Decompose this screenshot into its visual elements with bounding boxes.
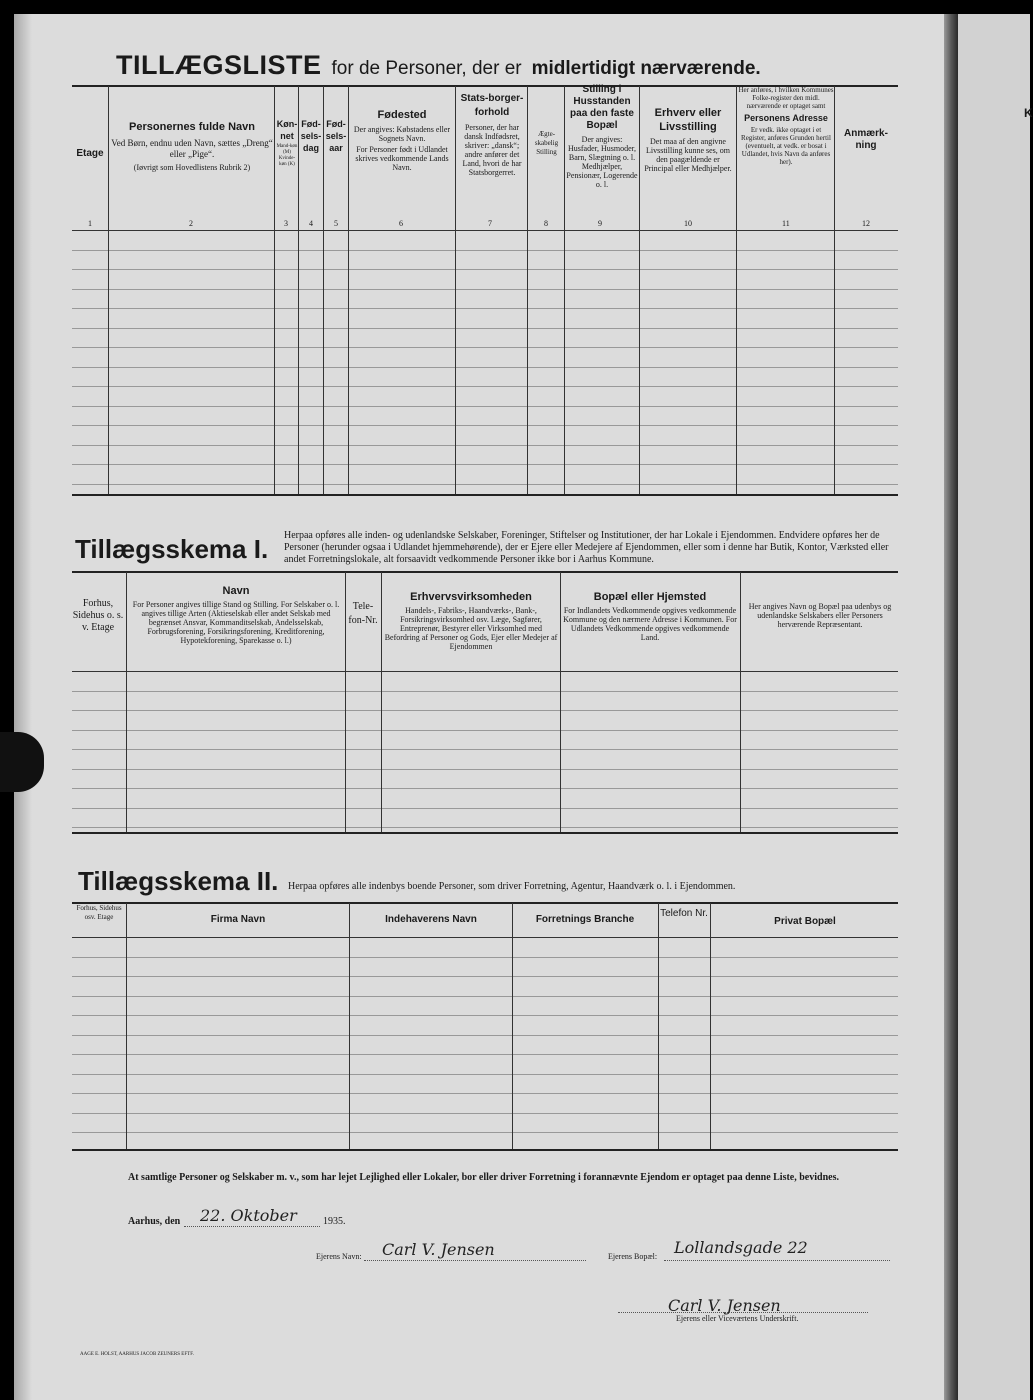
s2-row-line (72, 976, 898, 977)
s1-row-line (72, 769, 898, 770)
t1-row-line (72, 328, 898, 329)
t1-row-line (72, 445, 898, 446)
t1-col-divider (834, 86, 835, 494)
owner-address-handwritten: Lollandsgade 22 (674, 1238, 808, 1257)
schema1-header-bottom (72, 671, 898, 672)
signature-handwritten: Carl V. Jensen (668, 1296, 781, 1315)
owner-address-line (664, 1260, 890, 1261)
page-shadow (14, 14, 32, 1400)
t1-row-line (72, 367, 898, 368)
s2-col-divider (658, 903, 659, 1149)
col-num-9: 9 (598, 219, 602, 228)
s2-col-firm: Firma Navn (210, 914, 266, 925)
t1-row-line (72, 464, 898, 465)
form-page (14, 14, 944, 1400)
s1-col-name: Navn For Personer angives tillige Stand og Stilling. For Selskaber o. l. angives tillige Arten (Aktieselskab eller andet Selskab med begrænset Ansvar, Kommanditselskab, Andelsselskab, Forbrugsforening, Forsikringsforening, Kreditforening, Hypotekforening, Sparekasse o. l.) (132, 585, 340, 645)
s1-col-residence: Bopæl eller Hjemsted For Indlandets Vedkommende opgives vedkommende Kommune og den nærmere Adresse i Kommunen. For Udlandets Vedkommende opgives vedkommende Land. (563, 591, 737, 642)
t1-row-line (72, 250, 898, 251)
t1-col-divider (639, 86, 640, 494)
schema2-top-border (72, 902, 898, 904)
col-num-12: 12 (862, 219, 870, 228)
t1-col-citizenship: Stats-borger-forhold Personer, der har dansk Indfødsret, skriver: „dansk“; andre anfører det Land, hvori de har Statsborgerret. (460, 93, 524, 177)
title-normal: for de Personer, der er (331, 58, 522, 79)
t1-col-birthyear: Fød-sels-aar (325, 119, 347, 153)
t1-col-etage: Etage (76, 148, 104, 159)
t1-row-line (72, 289, 898, 290)
book-spine (944, 14, 958, 1400)
s1-col-divider (381, 572, 382, 832)
s2-col-private: Privat Bopæl (774, 916, 836, 927)
col-num-10: 10 (684, 219, 692, 228)
s1-row-line (72, 808, 898, 809)
s2-col-divider (349, 903, 350, 1149)
t1-row-line (72, 386, 898, 387)
s1-col-divider (560, 572, 561, 832)
schema1-top-border (72, 571, 898, 573)
t1-row-line (72, 425, 898, 426)
s2-row-line (72, 1015, 898, 1016)
t1-col-divider (736, 86, 737, 494)
s1-col-representative: Her angives Navn og Bopæl paa udenbys og udenlandske Selskabers eller Personers herværende Repræsentant. (748, 602, 892, 629)
t1-col-divider (455, 86, 456, 494)
s2-row-line (72, 1093, 898, 1094)
s2-row-line (72, 1074, 898, 1075)
t1-col-divider (108, 86, 109, 494)
owner-name-label: Ejerens Navn: (316, 1252, 362, 1261)
t1-col-divider (274, 86, 275, 494)
col-num-5: 5 (334, 219, 338, 228)
t1-col-name: Personernes fulde Navn Ved Børn, endnu uden Navn, sættes „Dreng“ eller „Pige“. (Iøvrigt som Hovedlistens Rubrik 2) (111, 121, 273, 172)
t1-col-birthplace: Fødested Der angives: Købstadens eller Sognets Navn. For Personer født i Udlandet skrives vedkommende Lands Navn. (353, 109, 451, 172)
s2-row-line (72, 957, 898, 958)
schema1-bottom-border (72, 832, 898, 834)
title-bold: TILLÆGSLISTE (116, 50, 322, 80)
s2-row-line (72, 1035, 898, 1036)
printer-imprint: AAGE E. HOLST, AARHUS JACOB ZEUNERS EFTF. (80, 1352, 194, 1357)
t1-col-divider (348, 86, 349, 494)
s2-row-line (72, 1132, 898, 1133)
s2-col-branch: Forretnings Branche (535, 914, 635, 925)
t1-col-divider (564, 86, 565, 494)
schema2-header-bottom (72, 937, 898, 938)
t1-row-line (72, 484, 898, 485)
signature-label: Ejerens eller Viceværtens Underskrift. (676, 1314, 799, 1323)
t1-col-address: Her anføres, i hvilken Kommunes Folke-register den midl. nærværende er optaget samt Personens Adresse Er vedk. ikke optaget i et Register, anføres Grunden hertil (eventuelt, at vedk. er bosat i Udlandet, hvis Navn da anføres her). (738, 86, 834, 166)
t1-col-occupation: Erhverv eller Livsstilling Det maa af den angivne Livsstilling kunne ses, om den paagældende er Principal eller Medhjælper. (644, 107, 732, 173)
date-handwritten: 22. Oktober (200, 1206, 297, 1225)
s1-row-line (72, 827, 898, 828)
t1-col-birthday: Fød-sels-dag (300, 119, 322, 153)
next-page-edge (958, 14, 1033, 1400)
s2-col-etage: Forhus, Sidehus osv. Etage (76, 904, 122, 921)
table1-bottom-border (72, 494, 898, 496)
t1-row-line (72, 269, 898, 270)
s2-col-divider (126, 903, 127, 1149)
s2-col-divider (512, 903, 513, 1149)
col-num-4: 4 (309, 219, 313, 228)
year: 1935. (323, 1216, 346, 1227)
s1-row-line (72, 691, 898, 692)
t1-col-marital: Ægte-skabelig Stilling (534, 130, 559, 156)
s1-col-etage: Forhus, Sidehus o. s. v. Etage (72, 598, 124, 633)
schema2-bottom-border (72, 1149, 898, 1151)
col-num-1: 1 (88, 219, 92, 228)
col-num-2: 2 (189, 219, 193, 228)
t1-col-remark: Anmærk-ning (844, 128, 888, 151)
binder-clip-icon (0, 732, 44, 792)
date-line (184, 1226, 320, 1227)
schema2-heading: Tillægsskema II. (78, 866, 279, 896)
s2-row-line (72, 1054, 898, 1055)
s1-row-line (72, 749, 898, 750)
owner-name-handwritten: Carl V. Jensen (382, 1240, 495, 1259)
owner-address-label: Ejerens Bopæl: (608, 1252, 658, 1261)
t1-row-line (72, 347, 898, 348)
s2-col-owner: Indehaverens Navn (385, 914, 477, 925)
s2-col-phone: Telefon Nr. (660, 908, 708, 919)
col-num-3: 3 (284, 219, 288, 228)
s1-row-line (72, 730, 898, 731)
s1-col-divider (126, 572, 127, 832)
title-bold2: midlertidigt nærværende. (531, 58, 761, 79)
col-num-11: 11 (782, 219, 790, 228)
s2-col-divider (710, 903, 711, 1149)
s1-col-business: Erhvervsvirksomheden Handels-, Fabriks-, Haandværks-, Bank-, Forsikringsvirksomhed osv. Læge, Sagfører, Entreprenør, Bestyrer eller Virksomhed med Befordring af Personer og Gods, Ejer eller Medejer af Ejendommen (384, 591, 558, 651)
t1-col-household: Stilling i Husstanden paa den faste Bopæl Der angives: Husfader, Husmoder, Barn, Slægtning o. l. Medhjælper, Pensionær, Logerende o. l. (566, 84, 638, 189)
col-num-8: 8 (544, 219, 548, 228)
next-page-letter: K (1024, 106, 1033, 120)
t1-row-line (72, 406, 898, 407)
table1-header-bottom (72, 230, 898, 231)
t1-col-gender: Køn-net Mand-køn (M) Kvinde-køn (K) (276, 119, 298, 167)
page-title (116, 50, 761, 81)
s1-row-line (72, 710, 898, 711)
col-num-7: 7 (488, 219, 492, 228)
t1-row-line (72, 308, 898, 309)
s2-row-line (72, 996, 898, 997)
s1-col-divider (740, 572, 741, 832)
footer-statement: At samtlige Personer og Selskaber m. v., som har lejet Lejlighed eller Lokaler, bor eller driver Forretning i forannævnte Ejendom er optaget paa denne Liste, bevidnes. (128, 1172, 839, 1183)
col-num-6: 6 (399, 219, 403, 228)
owner-name-line (364, 1260, 586, 1261)
s2-row-line (72, 1113, 898, 1114)
t1-col-divider (527, 86, 528, 494)
schema1-description: Herpaa opføres alle inden- og udenlandske Selskaber, Foreninger, Stiftelser og Institutioner, der har Lokale i Ejendommen. Endvidere opføres her de Personer (herunder ogsaa i Udlandet hjemmehørende), der er Ejere eller Medejere af Ejendommen, eller som i denne har Butik, Kontor, Værksted eller andet Forretningslokale, alt forsaavidt vedkommende Personer ikke bor i Aarhus Kommune. (284, 530, 889, 565)
place-label: Aarhus, den (128, 1216, 181, 1227)
schema2-description: Herpaa opføres alle indenbys boende Personer, som driver Forretning, Agentur, Haandværk o. l. i Ejendommen. (288, 881, 736, 892)
s1-col-phone: Tele-fon-Nr. (348, 601, 378, 626)
s1-row-line (72, 788, 898, 789)
signature-line (618, 1312, 868, 1313)
schema1-heading: Tillægsskema I. (75, 534, 269, 564)
